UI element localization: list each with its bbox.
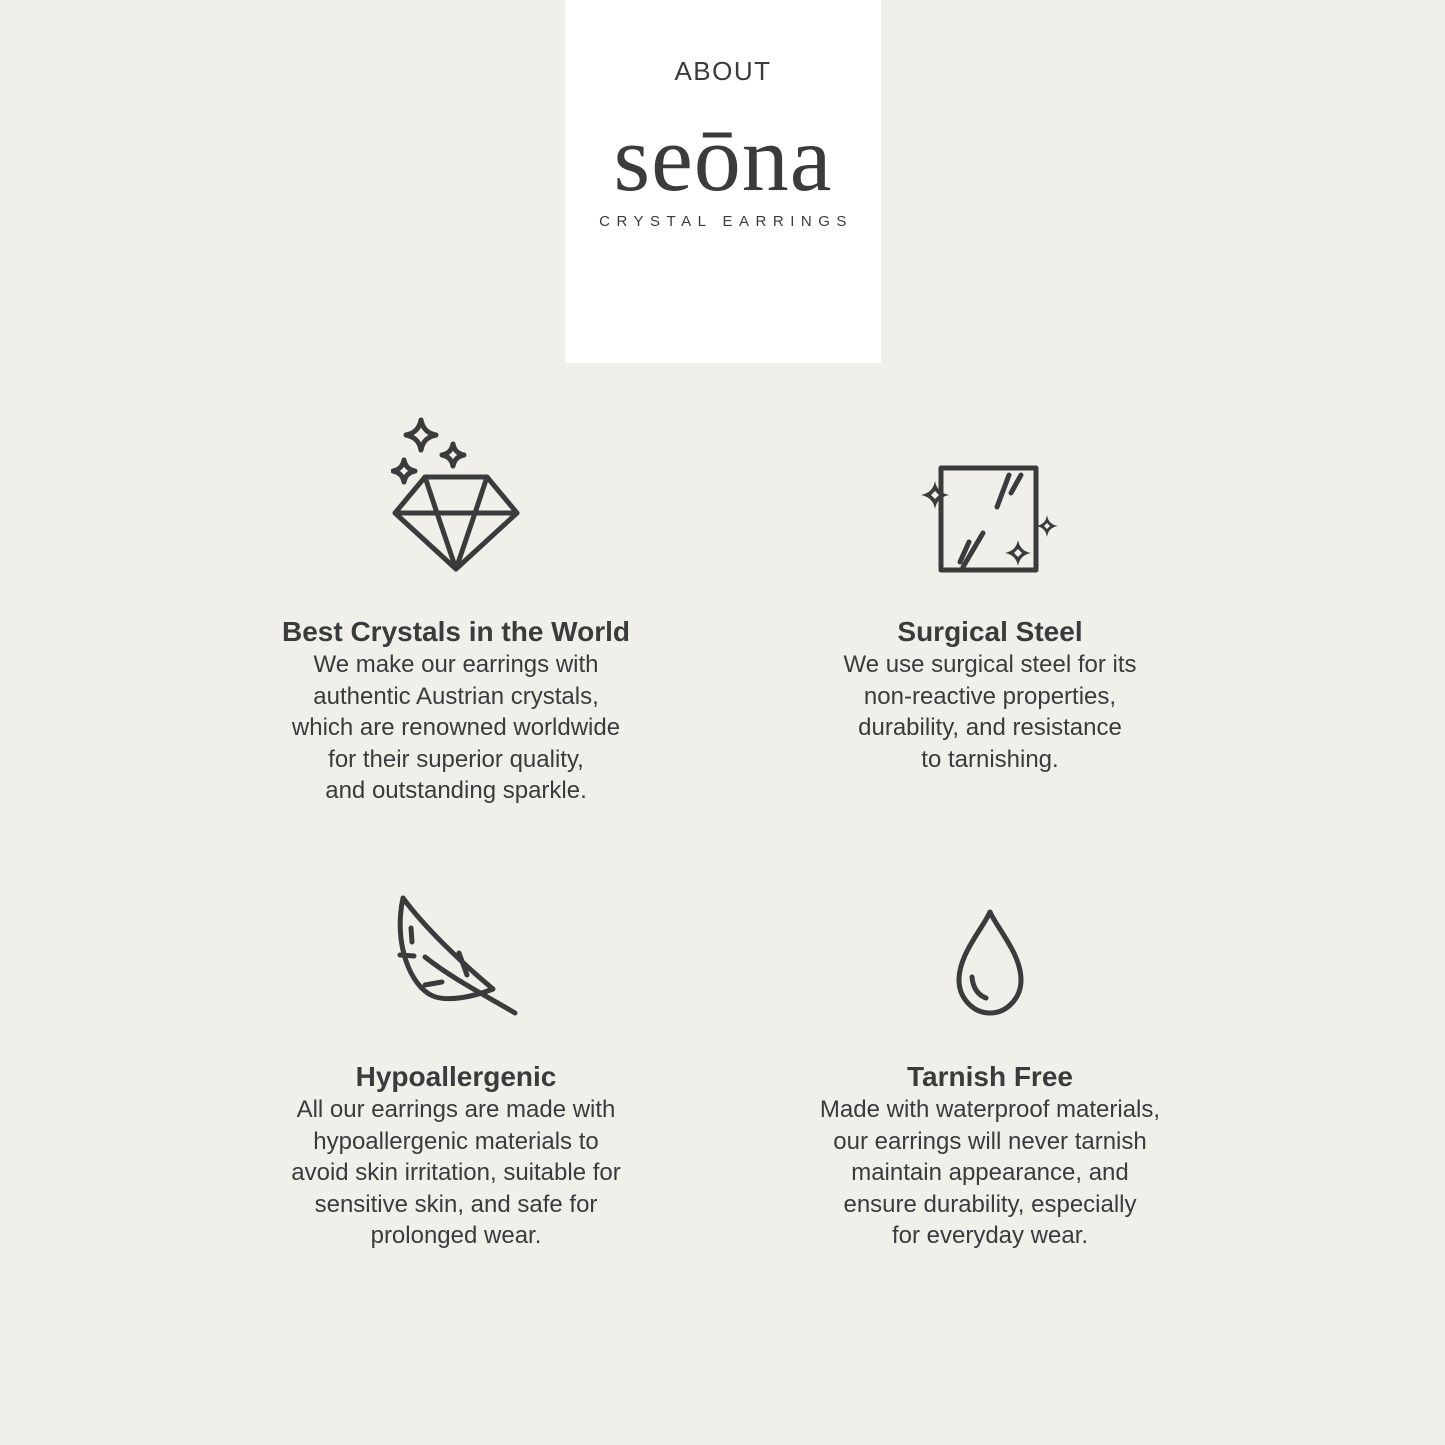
brand-card xyxy=(565,0,881,363)
feature-text-line: authentic Austrian crystals, xyxy=(313,682,599,710)
feature-best-crystals xyxy=(226,413,686,807)
feature-text-line: hypoallergenic materials to xyxy=(313,1127,599,1155)
feature-title: Hypoallergenic xyxy=(355,1061,557,1092)
feature-text-line: for everyday wear. xyxy=(891,1222,1089,1249)
feature-text-line: non-reactive properties, xyxy=(863,682,1117,710)
feature-tarnish-free xyxy=(760,895,1220,1252)
feature-body xyxy=(760,649,1220,775)
feature-text-line: and outstanding sparkle. xyxy=(325,777,587,804)
water-drop-icon xyxy=(760,895,1220,1020)
feature-text-line: All our earrings are made with xyxy=(296,1096,616,1123)
feature-hypoallergenic xyxy=(226,895,686,1252)
brand-logo: seōna xyxy=(613,107,833,211)
brand-tagline: CRYSTAL EARRINGS xyxy=(599,213,853,230)
feature-surgical-steel xyxy=(760,413,1220,775)
feature-body xyxy=(226,649,686,807)
feature-text-line: We make our earrings with xyxy=(313,651,599,678)
feature-text-line: which are renowned worldwide xyxy=(291,714,621,741)
feature-text-line: We use surgical steel for its xyxy=(843,651,1137,678)
feature-text-line: ensure durability, especially xyxy=(843,1190,1137,1218)
feature-body xyxy=(760,1094,1220,1252)
diamond-sparkles-icon xyxy=(226,413,686,573)
feature-text-line: prolonged wear. xyxy=(370,1222,542,1249)
about-label: ABOUT xyxy=(674,56,772,86)
mirror-sparkles-icon xyxy=(760,413,1220,573)
feature-text-line: Made with waterproof materials, xyxy=(819,1096,1161,1123)
feature-title: Tarnish Free xyxy=(907,1061,1073,1092)
feature-body xyxy=(226,1094,686,1252)
feature-text-line: to tarnishing. xyxy=(921,745,1059,773)
feature-title: Surgical Steel xyxy=(897,616,1083,647)
feature-text-line: maintain appearance, and xyxy=(851,1159,1129,1186)
feature-text-line: avoid skin irritation, suitable for xyxy=(291,1159,621,1186)
feature-text-line: durability, and resistance xyxy=(858,714,1122,741)
feather-icon xyxy=(226,895,686,1020)
feature-text-line: for their superior quality, xyxy=(328,745,584,773)
feature-text-line: our earrings will never tarnish xyxy=(833,1127,1147,1155)
feature-text-line: sensitive skin, and safe for xyxy=(314,1190,598,1218)
feature-title: Best Crystals in the World xyxy=(281,616,630,647)
